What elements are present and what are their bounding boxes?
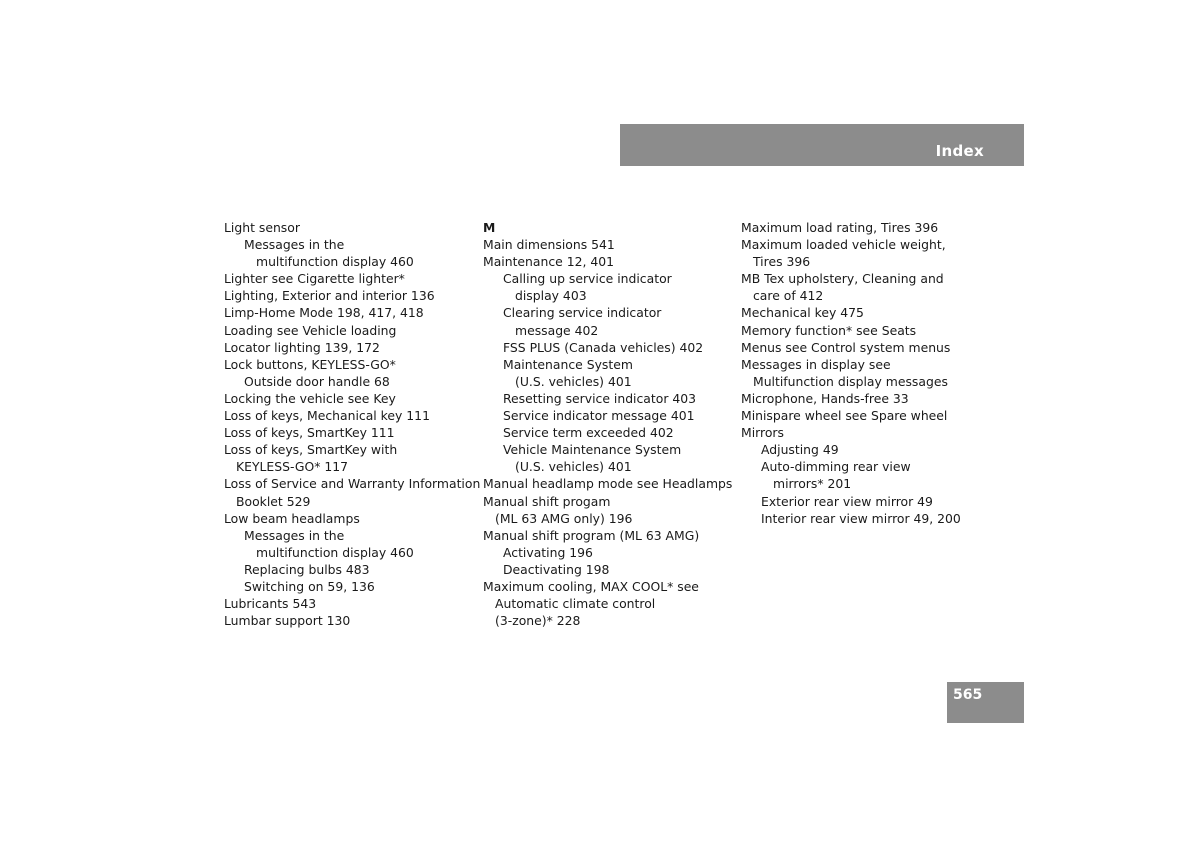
index-entry: Memory function* see Seats (741, 322, 917, 338)
index-entry: Automatic climate control (495, 596, 656, 612)
index-entry: Deactivating 198 (503, 561, 610, 577)
index-entry: Replacing bulbs 483 (244, 561, 370, 577)
index-entry: Minispare wheel see Spare wheel (741, 408, 948, 424)
index-entry: Maximum load rating, Tires 396 (741, 220, 939, 235)
index-entry: Mechanical key 475 (741, 305, 864, 321)
index-entry: FSS PLUS (Canada vehicles) 402 (503, 339, 704, 355)
index-entry: Booklet 529 (236, 493, 311, 509)
index-entry: Auto-dimming rear view (761, 459, 911, 475)
index-entry: Resetting service indicator 403 (503, 390, 697, 406)
page-number-box (947, 682, 1024, 723)
index-entry: Maximum cooling, MAX COOL* see (483, 578, 699, 594)
index-entry: Manual shift program (ML 63 AMG) (483, 527, 700, 543)
index-entry: message 402 (515, 322, 599, 338)
index-letter-heading: M (483, 220, 496, 235)
index-entry: Tires 396 (753, 254, 811, 270)
index-entry: MB Tex upholstery, Cleaning and (741, 271, 944, 287)
index-entry: Exterior rear view mirror 49 (761, 493, 933, 509)
index-entry: Messages in the (244, 527, 345, 543)
index-entry: Messages in the (244, 237, 345, 253)
index-entry: Maintenance 12, 401 (483, 254, 615, 270)
index-entry: Vehicle Maintenance System (503, 442, 682, 458)
index-entry: Loss of keys, SmartKey 111 (224, 425, 395, 441)
index-entry: Manual headlamp mode see Headlamps (483, 476, 733, 492)
index-entry: (3-zone)* 228 (495, 613, 581, 629)
index-entry: Loss of keys, SmartKey with (224, 442, 398, 458)
index-entry: Locator lighting 139, 172 (224, 339, 380, 355)
index-entry: Clearing service indicator (503, 305, 662, 321)
index-entry: Limp-Home Mode 198, 417, 418 (224, 305, 424, 321)
index-entry: Lock buttons, KEYLESS-GO* (224, 356, 396, 372)
index-entry: Main dimensions 541 (483, 237, 615, 253)
index-entry: Service indicator message 401 (503, 408, 695, 424)
index-entry: Menus see Control system menus (741, 339, 951, 355)
index-entry: (ML 63 AMG only) 196 (495, 510, 633, 526)
index-entry: Activating 196 (503, 544, 593, 560)
index-entry: Adjusting 49 (761, 442, 839, 458)
index-column-3 (741, 219, 991, 527)
index-entry: Lumbar support 130 (224, 613, 351, 629)
header-bar (620, 124, 1024, 166)
index-entry: mirrors* 201 (773, 476, 852, 492)
page-title: Index (935, 142, 984, 160)
index-entry: Loss of keys, Mechanical key 111 (224, 408, 430, 424)
index-entry: (U.S. vehicles) 401 (515, 373, 632, 389)
index-entry: multifunction display 460 (256, 254, 414, 270)
index-entry: Lighting, Exterior and interior 136 (224, 288, 435, 304)
index-entry: Lighter see Cigarette lighter* (224, 271, 405, 287)
index-entry: Service term exceeded 402 (503, 425, 674, 441)
index-entry: Interior rear view mirror 49, 200 (761, 510, 961, 526)
index-entry: KEYLESS-GO* 117 (236, 459, 349, 475)
index-entry: Messages in display see (741, 356, 891, 372)
index-entry: Outside door handle 68 (244, 373, 390, 389)
index-entry: Locking the vehicle see Key (224, 390, 396, 406)
index-entry: multifunction display 460 (256, 544, 414, 560)
index-entry: care of 412 (753, 288, 824, 304)
index-column-1 (224, 219, 481, 629)
index-entry: Maintenance System (503, 356, 633, 372)
index-entry: Calling up service indicator (503, 271, 672, 287)
index-column-2 (483, 219, 733, 629)
index-entry: Light sensor (224, 220, 300, 235)
index-entry: Low beam headlamps (224, 510, 360, 526)
index-entry: Microphone, Hands-free 33 (741, 390, 909, 406)
index-entry: Lubricants 543 (224, 596, 317, 612)
index-entry: Multifunction display messages (753, 373, 948, 389)
index-entry: Manual shift progam (483, 493, 611, 509)
index-entry: (U.S. vehicles) 401 (515, 459, 632, 475)
index-entry: Maximum loaded vehicle weight, (741, 237, 946, 253)
index-entry: Loading see Vehicle loading (224, 322, 397, 338)
index-entry: Loss of Service and Warranty Information (224, 476, 481, 492)
index-entry: Switching on 59, 136 (244, 578, 375, 594)
index-entry: Mirrors (741, 425, 784, 441)
index-entry: display 403 (515, 288, 587, 304)
page-number: 565 (953, 687, 983, 703)
